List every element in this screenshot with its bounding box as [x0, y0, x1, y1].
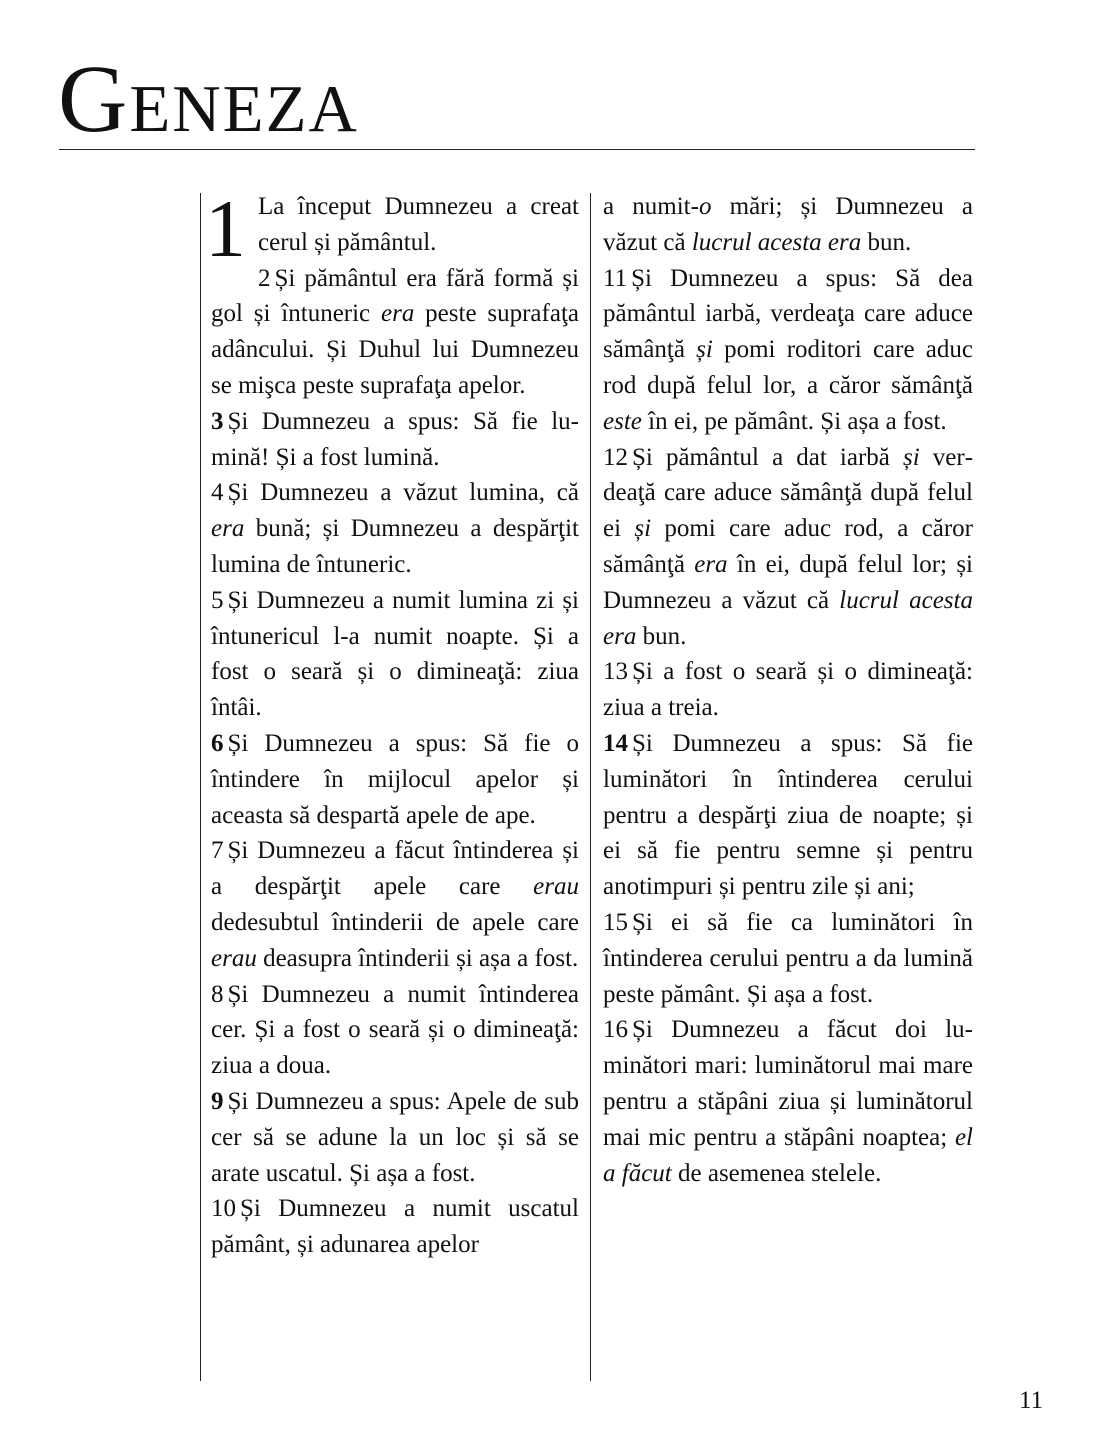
verse-text: mări; și Dumnezeu a văzut că	[603, 193, 973, 256]
verse-text: Și Dumnezeu a numit întinderea cer. Și a fost o seară și o dimineaţă: ziua a doua.	[211, 980, 579, 1080]
verse-text: La început Dumnezeu a creat cerul și pământul.	[258, 193, 579, 256]
right-verses	[603, 189, 973, 1191]
verse-number: 6	[211, 729, 224, 757]
italic-text: și	[902, 443, 920, 471]
verse-text: Și Dumnezeu a spus: Să fie o întindere în mijlocul apelor și aceasta să despartă apele de ape.	[211, 729, 579, 829]
page-number: 11	[1019, 1387, 1044, 1414]
verse-text: în ei, după felul lor; și Dumnezeu a văzut că	[603, 550, 973, 614]
verse-text: Și pământul a dat iarbă	[632, 443, 903, 471]
verse-text: Și Dumnezeu a făcut întinderea și a despărţit apele care	[211, 837, 579, 901]
title-rule	[59, 149, 975, 150]
verse	[211, 404, 579, 476]
verse-text: Și Dumnezeu a numit lumina zi și întunericul l-a numit noapte. Și a fost o seară și o dimineaţă: ziua întâi.	[211, 586, 579, 722]
verse-text: de asemenea stelele.	[671, 1159, 882, 1187]
italic-text: era	[694, 550, 728, 578]
verse	[211, 977, 579, 1084]
verse-text: Și ei să fie ca luminători în întinderea cerului pentru a da lumină peste pământ. Și așa a fost.	[603, 908, 973, 1008]
verse-text: pomi roditori care aduc rod după felul lor, a căror sămânţă	[603, 336, 973, 399]
italic-text: lucrul acesta era	[603, 586, 973, 650]
verse-text: Și Dumnezeu a spus: Apele de sub cer să se adune la un loc și să se arate uscatul. Și așa a fost.	[211, 1087, 579, 1187]
verse-number: 5	[211, 586, 224, 614]
verse-number: 16	[603, 1016, 628, 1044]
verse	[211, 189, 579, 261]
italic-text: și	[696, 336, 713, 364]
verse-text: Și Dumnezeu a spus: Să fie lumină! Și a fost lumină.	[211, 407, 579, 471]
verse-number: 2	[258, 264, 271, 292]
italic-text: este	[603, 407, 642, 435]
italic-text: și	[634, 515, 652, 543]
verse	[603, 905, 973, 1012]
italic-text: o	[698, 193, 712, 220]
verse	[603, 261, 973, 440]
verse	[211, 726, 579, 833]
italic-text: era	[381, 300, 415, 328]
verse-text: deasupra întinderii și așa a fost.	[256, 944, 579, 972]
column-divider-rule	[590, 193, 591, 1381]
verse-number: 3	[211, 407, 224, 435]
verse-text: bun.	[861, 228, 912, 256]
book-title: Geneza	[58, 45, 359, 152]
verse-text: Și Dumnezeu a spus: Să dea pământul iarbă, verdeaţa care aduce sămânţă	[603, 264, 973, 364]
verse-text: în ei, pe pământ. Și așa a fost.	[641, 407, 947, 435]
chapter-number: 1	[205, 183, 246, 274]
verse-number: 7	[211, 837, 224, 865]
verse-text: Și pământul era fără formă și gol și întuneric	[211, 264, 579, 328]
verse-number: 15	[603, 908, 628, 936]
verse-text: Și a fost o seară și o dimineaţă: ziua a treia.	[603, 658, 973, 722]
verse-number: 8	[211, 980, 224, 1008]
verse	[211, 475, 579, 582]
verse-number: 9	[211, 1087, 224, 1115]
verse-text: bun.	[636, 622, 687, 650]
italic-text: lucrul acesta era	[691, 228, 862, 256]
verse-text: dedesubtul întinderii de apele care	[211, 908, 579, 936]
verse-number: 11	[603, 264, 628, 292]
verse	[603, 189, 973, 261]
verse	[211, 583, 579, 726]
left-column-rule	[200, 193, 201, 1381]
verse	[603, 1012, 973, 1191]
verse-text: bună; și Dumnezeu a despărţit lumina de întuneric.	[211, 515, 579, 578]
left-verses	[211, 189, 579, 1263]
italic-text: erau	[533, 873, 579, 901]
verse	[603, 726, 973, 905]
verse	[211, 833, 579, 976]
verse-text: Și Dumnezeu a numit uscatul pământ, și adunarea apelor	[211, 1195, 579, 1259]
verse-number: 10	[211, 1195, 236, 1223]
verse-number: 4	[211, 479, 224, 507]
verse-text: Și Dumnezeu a văzut lumina, că	[227, 479, 579, 507]
italic-text: era	[211, 515, 245, 543]
verse-number: 13	[603, 658, 628, 686]
verse	[211, 1191, 579, 1263]
verse-text: verdeaţă care aduce sămânţă după felul ei	[603, 443, 974, 543]
verse-number: 12	[603, 443, 628, 471]
verse-number: 14	[603, 729, 628, 757]
left-column	[205, 183, 579, 1263]
verse-text: peste suprafaţa adâncului. Și Duhul lui Dumnezeu se mişca peste suprafaţa apelor.	[211, 300, 579, 399]
verse-text: pomi care aduc rod, a căror sămânţă	[603, 515, 973, 578]
verse-text: Și Dumnezeu a spus: Să fie luminători în întinderea cerului pentru a despărţi ziua de noapte; și ei să fie pentru semne și pentru anotimpuri și pentru zile și ani;	[603, 729, 973, 901]
verse	[603, 440, 973, 655]
verse	[211, 1084, 579, 1191]
right-column	[603, 189, 973, 1191]
verse	[211, 261, 579, 404]
verse	[603, 654, 973, 726]
italic-text: el a făcut	[603, 1123, 973, 1187]
verse-text: a numit-	[603, 193, 699, 220]
italic-text: erau	[211, 944, 257, 972]
verse-text: Și Dumnezeu a făcut doi luminători mari: luminătorul mai mare pentru a stăpâni ziua și luminătorul mai mic pentru a stăpâni noaptea;	[603, 1016, 973, 1151]
